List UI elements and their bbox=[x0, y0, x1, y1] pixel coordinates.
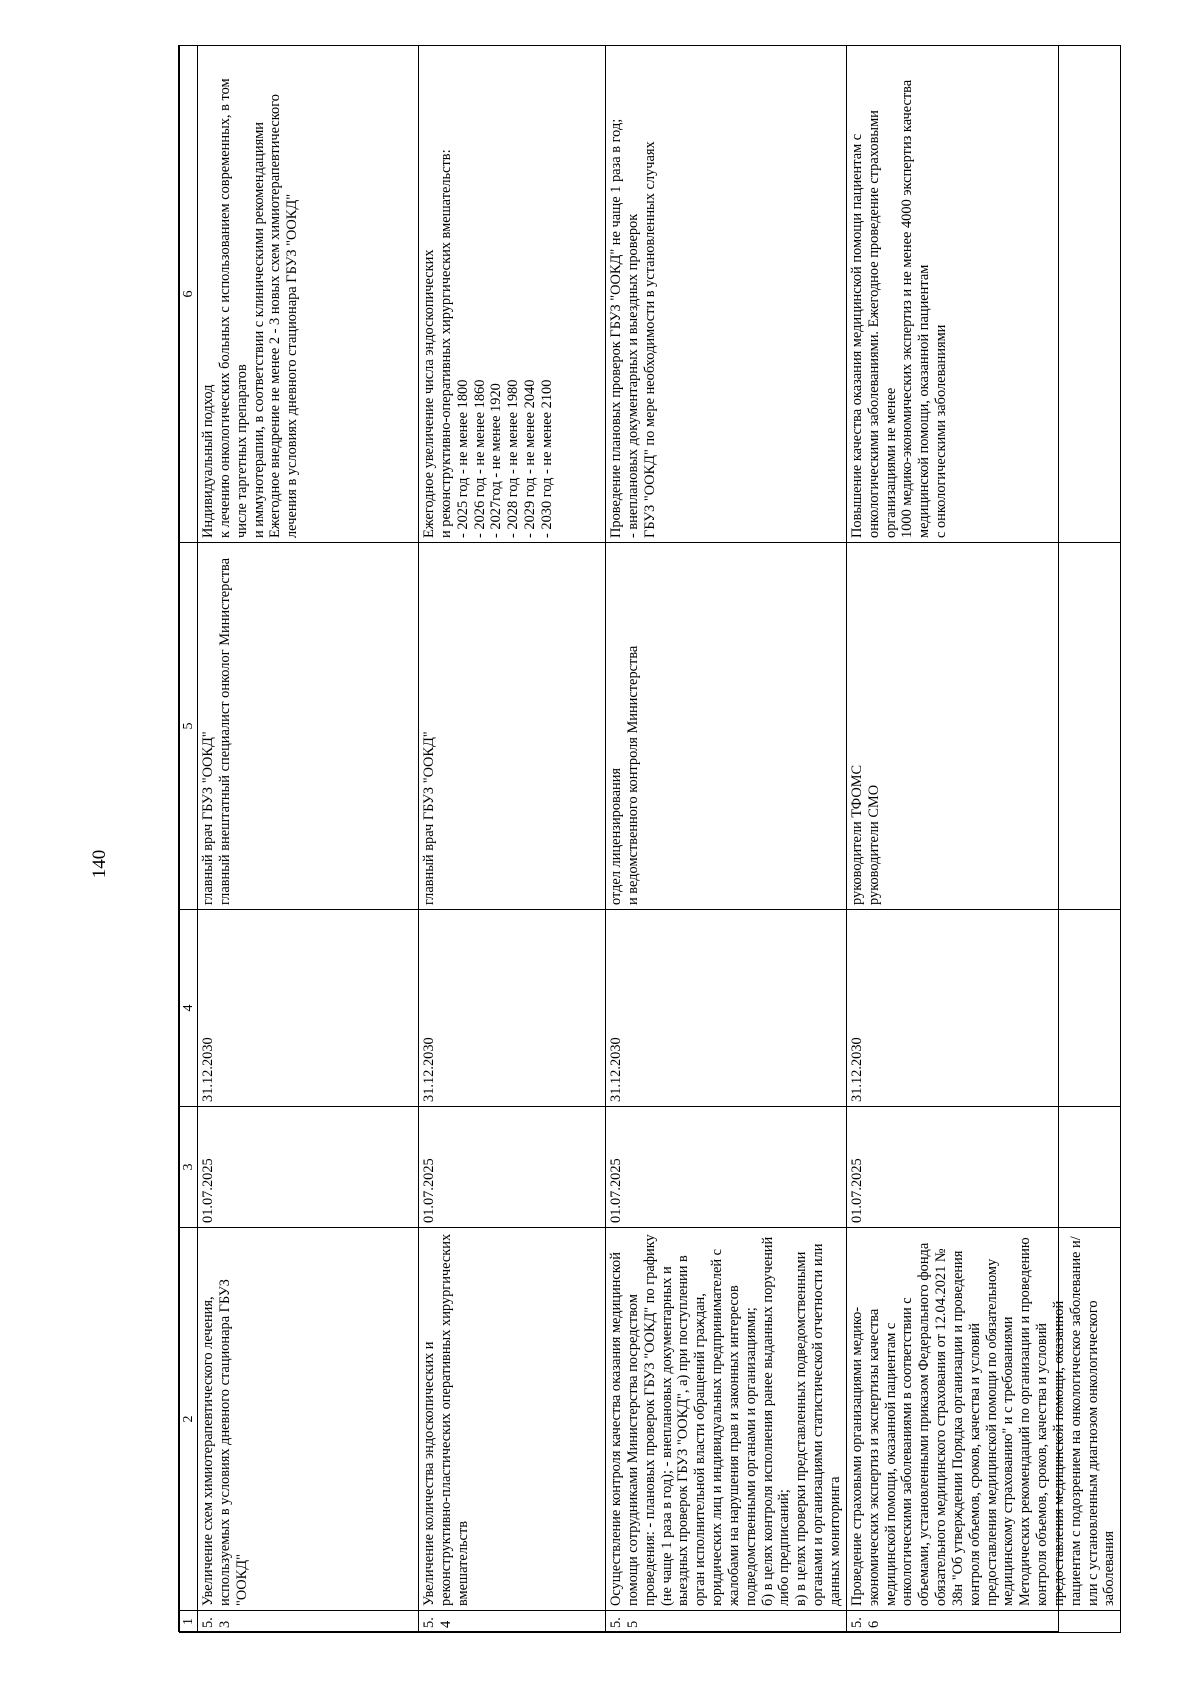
end-date: 31.12.2030 bbox=[198, 910, 419, 1107]
end-date: 31.12.2030 bbox=[419, 910, 606, 1107]
row-number: 5.4 bbox=[419, 1611, 606, 1633]
start-date: 01.07.2025 bbox=[198, 1107, 419, 1228]
expected-result: Проведение плановых проверок ГБУЗ "ООКД" не чаще 1 раза в год; - внеплановых документарных и выездных проверок ГБУЗ "ООКД" по мере необходимости в установленных случаях bbox=[606, 46, 847, 543]
responsible: отдел лицензирования и ведомственного контроля Министерства bbox=[606, 543, 847, 910]
header-col-4: 4 bbox=[180, 910, 198, 1107]
measures-table bbox=[179, 45, 1121, 1633]
table-row bbox=[198, 46, 419, 1633]
header-col-6: 6 bbox=[180, 46, 198, 543]
measure-text: Осуществление контроля качества оказания медицинской помощи сотрудниками Министерства посредством проведения: - плановых проверок ГБУЗ "ООКД" по графику (не чаще 1 раза в год); - внеплановых документарных и выездных проверок ГБУЗ "ООКД", а) при поступлении в орган исполнительной власти обращений граждан, юридических лиц и индивидуальных предпринимателей с жалобами на нарушения прав и законных интересов подведомственными органами и организациями; б) в целях контроля исполнения ранее выданных поручений либо предписаний; в) в целях проверки представленных подведомственными органами и организациями статистической отчетности или данных мониторинга bbox=[606, 1228, 847, 1611]
page-number: 140 bbox=[89, 849, 110, 879]
table-row bbox=[419, 46, 606, 1633]
end-date: 31.12.2030 bbox=[846, 910, 1121, 1107]
header-col-2: 2 bbox=[180, 1228, 198, 1611]
header-col-1: 1 bbox=[180, 1611, 198, 1633]
expected-result: Повышение качества оказания медицинской помощи пациентам с онкологическими заболеваниями. Ежегодное проведение страховыми организациями не менее 1000 медико-экономических экспертиз и не менее 4000 экспертиз качества медицинской помощи, оказанной пациентам с онкологическими заболеваниями bbox=[846, 46, 1121, 543]
start-date: 01.07.2025 bbox=[606, 1107, 847, 1228]
table-frame bbox=[178, 45, 1118, 1632]
rotated-table-container bbox=[179, 46, 1118, 1633]
start-date: 01.07.2025 bbox=[419, 1107, 606, 1228]
table-row bbox=[606, 46, 847, 1633]
row-number: 5.5 bbox=[606, 1611, 847, 1633]
expected-result: Ежегодное увеличение числа эндоскопических и реконструктивно-оперативных хирургических вмешательств: - 2025 год - не менее 1800 - 2026 год - не менее 1860 - 2027год - не менее 1920 - 2028 год - не менее 1980 - 2029 год - не менее 2040 - 2030 год - не менее 2100 bbox=[419, 46, 606, 543]
row-number: 5.3 bbox=[198, 1611, 419, 1633]
measure-text: Проведение страховыми организациями медико-экономических экспертиз и экспертизы качества медицинской помощи, оказанной пациентам с онкологическими заболеваниями в соответствии с объемами, установленными приказом Федерального фонда обязательного медицинского страхования от 12.04.2021 № 38н "Об утверждении Порядка организации и проведения контроля объемов, сроков, качества и условий предоставления медицинской помощи по обязательному медицинскому страхованию" и с требованиями Методических рекомендаций по организации и проведению контроля объемов, сроков, качества и условий предоставления медицинской помощи, оказанной пациентам с подозрением на онкологическое заболевание и/или с установленным диагнозом онкологического заболевания bbox=[846, 1228, 1121, 1611]
table-row bbox=[846, 46, 1121, 1633]
responsible: главный врач ГБУЗ "ООКД" главный внештатный специалист онколог Министерства bbox=[198, 543, 419, 910]
end-date: 31.12.2030 bbox=[606, 910, 847, 1107]
responsible: главный врач ГБУЗ "ООКД" bbox=[419, 543, 606, 910]
header-col-5: 5 bbox=[180, 543, 198, 910]
header-row bbox=[180, 46, 198, 1633]
header-col-3: 3 bbox=[180, 1107, 198, 1228]
row-number: 5.6 bbox=[846, 1611, 1121, 1633]
measure-text: Увеличение количества эндоскопических и реконструктивно-пластических оперативных хирургических вмешательств bbox=[419, 1228, 606, 1611]
start-date: 01.07.2025 bbox=[846, 1107, 1121, 1228]
responsible: руководители ТФОМС руководители СМО bbox=[846, 543, 1121, 910]
expected-result: Индивидуальный подход к лечению онкологических больных с использованием современных, в том числе таргетных препаратов и иммунотерапии, в соответствии с клиническими рекомендациями Ежегодное внедрение не менее 2 - 3 новых схем химиотерапевтического лечения в условиях дневного стационара ГБУЗ "ООКД" bbox=[198, 46, 419, 543]
measure-text: Увеличение схем химиотерапевтического лечения, используемых в условиях дневного стационара ГБУЗ "ООКД" bbox=[198, 1228, 419, 1611]
